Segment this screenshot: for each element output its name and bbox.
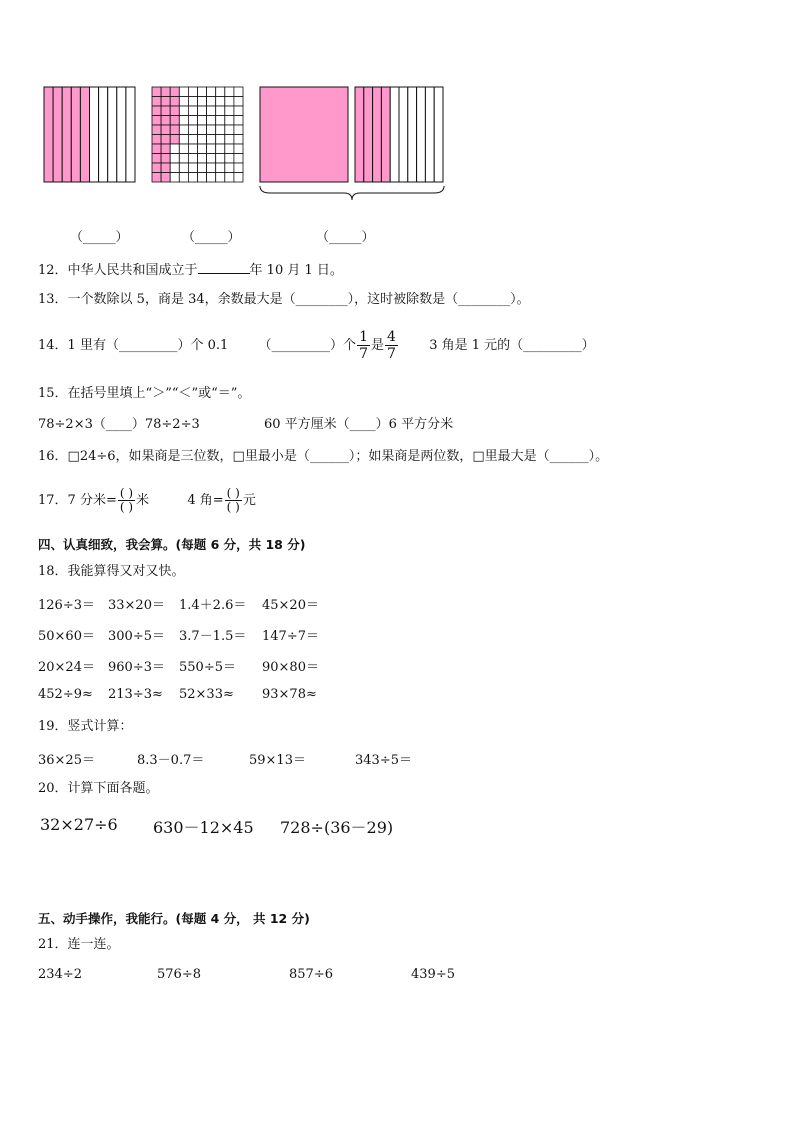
grid-cell: [152, 97, 161, 107]
q18-calc-r2-c2[interactable]: 300÷5＝: [108, 629, 165, 644]
q18-calc-r2-c4[interactable]: 147÷7＝: [262, 629, 319, 644]
grid-cell: [198, 97, 207, 107]
grid-cell: [170, 106, 179, 116]
answer-blank-2[interactable]: （_____）: [182, 230, 241, 245]
strip-cell: [126, 87, 135, 182]
q18-calc-r3-c2[interactable]: 960÷3＝: [108, 660, 165, 675]
grid-cell: [152, 116, 161, 126]
grid-cell: [198, 154, 207, 164]
q18-calc-r4-c2[interactable]: 213÷3≈: [108, 687, 163, 702]
q17-label-1: 17．7 分米=: [38, 493, 117, 508]
q18-calc-r2-c1[interactable]: 50×60＝: [38, 629, 95, 644]
grid-cell: [234, 116, 243, 126]
strip-cell: [53, 87, 62, 182]
strip-cell: [355, 87, 364, 182]
grid-cell: [198, 87, 207, 97]
strip-cell: [62, 87, 71, 182]
grid-cell: [152, 106, 161, 116]
grid-cell: [188, 87, 197, 97]
grid-cell: [216, 154, 225, 164]
grid-cell: [179, 163, 188, 173]
q12-text-b: 年 10 月 1 日。: [249, 263, 343, 278]
strip-grid-figure-1: [44, 87, 135, 182]
strip-cell: [117, 87, 126, 182]
q21-item-4[interactable]: 439÷5: [411, 967, 455, 982]
grid-cell: [234, 106, 243, 116]
strip-cell: [390, 87, 399, 182]
grid-cell: [179, 106, 188, 116]
grid-cell: [179, 116, 188, 126]
grid-cell: [198, 135, 207, 145]
q19-item-1[interactable]: 36×25＝: [38, 753, 95, 768]
grid-cell: [225, 135, 234, 145]
q12-year-blank[interactable]: [198, 260, 250, 274]
grid-cell: [161, 144, 170, 154]
grid-cell: [179, 135, 188, 145]
grid-cell: [216, 135, 225, 145]
q18-calc-r3-c4[interactable]: 90×80＝: [262, 660, 319, 675]
strip-cell: [71, 87, 80, 182]
grid-cell: [179, 144, 188, 154]
grid-cell: [170, 163, 179, 173]
grid-cell: [198, 106, 207, 116]
q19-item-2[interactable]: 8.3－0.7＝: [137, 753, 205, 768]
grid-cell: [170, 144, 179, 154]
answer-blank-1[interactable]: （_____）: [70, 230, 129, 245]
grid-cell: [161, 135, 170, 145]
q14-part2: （_________）个: [258, 338, 357, 353]
question-21-title: 21．连一连。: [38, 937, 120, 952]
hundred-grid-figure-2: [152, 87, 243, 182]
q14-fraction-1: $\frac{1}{7}$: [359, 329, 368, 362]
grid-cell: [207, 173, 216, 183]
strip-cell: [425, 87, 434, 182]
brace-under-figure-3: [260, 186, 444, 200]
q18-calc-r1-c3[interactable]: 1.4＋2.6＝: [179, 598, 247, 613]
grid-cell: [234, 87, 243, 97]
grid-cell: [161, 97, 170, 107]
q18-calc-r2-c3[interactable]: 3.7－1.5＝: [179, 629, 247, 644]
grid-cell: [179, 154, 188, 164]
answer-blank-3[interactable]: （_____）: [316, 230, 375, 245]
grid-cell: [225, 144, 234, 154]
grid-cell: [170, 87, 179, 97]
grid-cell: [198, 125, 207, 135]
full-square-figure-3a: [260, 87, 348, 182]
grid-cell: [216, 173, 225, 183]
grid-cell: [207, 163, 216, 173]
q18-calc-r3-c1[interactable]: 20×24＝: [38, 660, 95, 675]
strip-cell: [373, 87, 382, 182]
grid-cell: [161, 87, 170, 97]
q18-calc-r4-c1[interactable]: 452÷9≈: [38, 687, 93, 702]
section-4-title: 四、认真细致，我会算。(每题 6 分，共 18 分): [38, 537, 306, 552]
grid-cell: [188, 163, 197, 173]
q12-text-a: 12．中华人民共和国成立于: [38, 263, 198, 278]
q21-item-2[interactable]: 576÷8: [157, 967, 201, 982]
strip-grid-figure-3b: [355, 87, 443, 182]
fraction-figures: [0, 0, 794, 220]
grid-cell: [170, 125, 179, 135]
grid-cell: [161, 173, 170, 183]
grid-cell: [216, 116, 225, 126]
strip-cell: [108, 87, 117, 182]
q20-expression-2[interactable]: 630－12×45: [153, 818, 254, 837]
strip-cell: [80, 87, 89, 182]
grid-cell: [152, 144, 161, 154]
q17-fraction-2[interactable]: $\frac{( )}{( )}$: [226, 486, 240, 514]
grid-cell: [216, 87, 225, 97]
q19-item-3[interactable]: 59×13＝: [249, 753, 306, 768]
question-12: [38, 260, 343, 280]
question-19-title: 19．竖式计算：: [38, 719, 133, 734]
grid-cell: [225, 116, 234, 126]
q18-calc-r1-c1[interactable]: 126÷3＝: [38, 598, 95, 613]
grid-cell: [152, 173, 161, 183]
grid-cell: [225, 173, 234, 183]
grid-cell: [216, 106, 225, 116]
grid-cell: [225, 87, 234, 97]
q14-part3: 3 角是 1 元的（_________）: [429, 338, 595, 353]
q20-expression-3[interactable]: 728÷(36－29): [280, 818, 394, 837]
grid-cell: [170, 154, 179, 164]
question-18-title: 18．我能算得又对又快。: [38, 564, 185, 579]
grid-cell: [170, 173, 179, 183]
grid-cell: [234, 144, 243, 154]
grid-cell: [234, 135, 243, 145]
grid-cell: [198, 173, 207, 183]
q15-item-2[interactable]: 60 平方厘米（____）6 平方分米: [264, 417, 454, 432]
grid-cell: [188, 135, 197, 145]
strip-cell: [90, 87, 99, 182]
strip-cell: [364, 87, 373, 182]
grid-cell: [188, 154, 197, 164]
grid-cell: [188, 125, 197, 135]
section-5-title: 五、动手操作，我能行。(每题 4 分， 共 12 分): [38, 911, 310, 926]
strip-cell: [44, 87, 53, 182]
grid-cell: [216, 125, 225, 135]
q21-item-3[interactable]: 857÷6: [289, 967, 333, 982]
grid-cell: [161, 154, 170, 164]
question-16: 16．□24÷6，如果商是三位数，□里最小是（______）；如果商是两位数，□里最大是（______）。: [38, 449, 609, 464]
q17-label-2: 4 角=: [187, 493, 224, 508]
grid-cell: [188, 106, 197, 116]
grid-cell: [161, 125, 170, 135]
full-square: [260, 87, 348, 182]
strip-cell: [99, 87, 108, 182]
grid-cell: [188, 173, 197, 183]
question-15-title: 15．在括号里填上“＞”“＜”或“＝”。: [38, 386, 251, 401]
q18-calc-r1-c2[interactable]: 33×20＝: [108, 598, 165, 613]
strip-cell: [434, 87, 443, 182]
grid-cell: [207, 116, 216, 126]
grid-cell: [207, 106, 216, 116]
grid-cell: [207, 87, 216, 97]
q18-calc-r4-c4[interactable]: 93×78≈: [262, 687, 317, 702]
strip-cell: [408, 87, 417, 182]
grid-cell: [170, 97, 179, 107]
grid-cell: [188, 144, 197, 154]
grid-cell: [198, 116, 207, 126]
grid-cell: [207, 154, 216, 164]
q17-unit-2: 元: [242, 493, 256, 508]
question-17: [38, 482, 256, 520]
strip-cell: [417, 87, 426, 182]
q14-fraction-2: $\frac{4}{7}$: [387, 329, 396, 362]
grid-cell: [198, 144, 207, 154]
question-20-title: 20．计算下面各题。: [38, 781, 159, 796]
q17-fraction-1[interactable]: $\frac{( )}{( )}$: [119, 486, 134, 514]
grid-cell: [234, 97, 243, 107]
grid-cell: [207, 125, 216, 135]
grid-cell: [152, 125, 161, 135]
grid-cell: [188, 97, 197, 107]
q14-is: 是: [370, 338, 384, 353]
grid-cell: [225, 106, 234, 116]
grid-cell: [207, 135, 216, 145]
grid-cell: [179, 87, 188, 97]
grid-cell: [161, 116, 170, 126]
grid-cell: [225, 154, 234, 164]
strip-cell: [399, 87, 408, 182]
grid-cell: [225, 125, 234, 135]
grid-cell: [225, 97, 234, 107]
grid-cell: [152, 163, 161, 173]
grid-cell: [152, 135, 161, 145]
grid-cell: [179, 173, 188, 183]
grid-cell: [234, 163, 243, 173]
grid-cell: [170, 135, 179, 145]
grid-cell: [161, 163, 170, 173]
grid-cell: [188, 116, 197, 126]
grid-cell: [179, 97, 188, 107]
grid-cell: [152, 87, 161, 97]
grid-cell: [207, 97, 216, 107]
grid-cell: [161, 106, 170, 116]
q19-item-4[interactable]: 343÷5＝: [355, 753, 412, 768]
q21-item-1[interactable]: 234÷2: [38, 967, 82, 982]
q18-calc-r1-c4[interactable]: 45×20＝: [262, 598, 319, 613]
grid-cell: [234, 154, 243, 164]
grid-cell: [207, 144, 216, 154]
grid-cell: [179, 125, 188, 135]
grid-cell: [234, 173, 243, 183]
grid-cell: [225, 163, 234, 173]
grid-cell: [216, 97, 225, 107]
q18-calc-r3-c3[interactable]: 550÷5＝: [179, 660, 236, 675]
question-13: 13．一个数除以 5，商是 34，余数最大是（________），这时被除数是（________）。: [38, 292, 530, 307]
grid-cell: [234, 125, 243, 135]
q14-part1: 14．1 里有（_________）个 0.1: [38, 338, 229, 353]
q20-expression-1[interactable]: 32×27÷6: [40, 815, 118, 834]
grid-cell: [216, 163, 225, 173]
strip-cell: [381, 87, 390, 182]
grid-cell: [198, 163, 207, 173]
grid-cell: [152, 154, 161, 164]
grid-cell: [170, 116, 179, 126]
q18-calc-r4-c3[interactable]: 52×33≈: [179, 687, 234, 702]
question-14: [38, 326, 595, 366]
grid-cell: [216, 144, 225, 154]
q17-unit-1: 米: [136, 493, 150, 508]
q15-item-1[interactable]: 78÷2×3（____）78÷2÷3: [38, 417, 200, 432]
